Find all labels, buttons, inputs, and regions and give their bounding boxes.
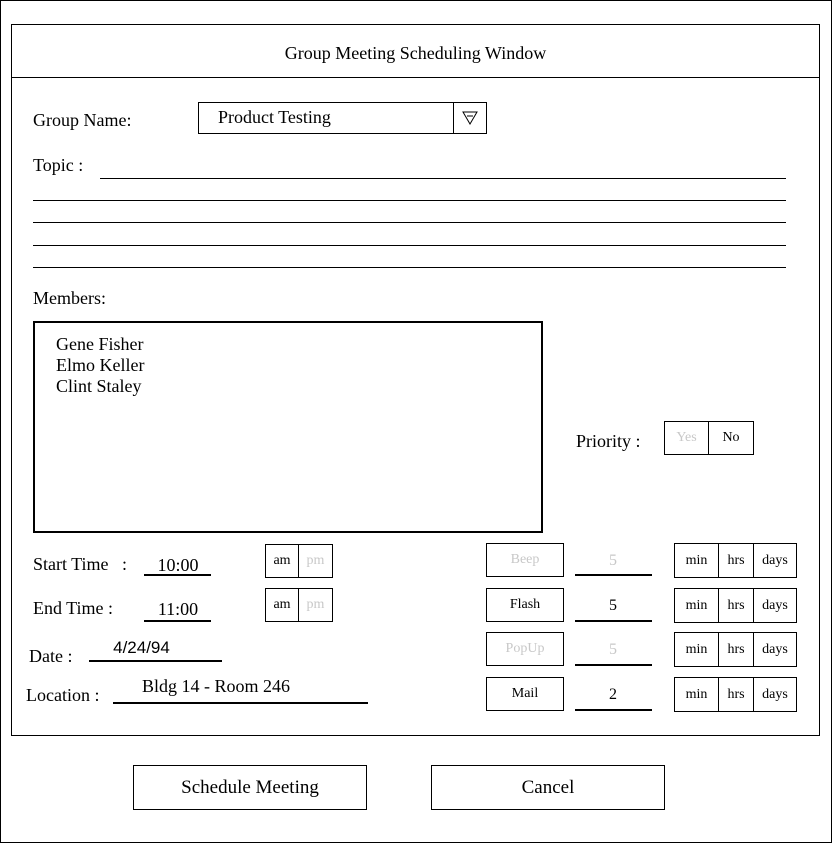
group-name-label: Group Name: <box>33 110 132 130</box>
topic-field[interactable] <box>33 160 786 270</box>
start-time-value: 10:00 <box>157 555 199 575</box>
end-am-option[interactable]: am <box>265 588 299 622</box>
beep-days-option[interactable]: days <box>754 543 797 578</box>
popup-amount-field[interactable] <box>575 664 652 666</box>
popup-button[interactable]: PopUp <box>486 632 564 666</box>
window-title: Group Meeting Scheduling Window <box>284 43 547 63</box>
start-pm-option[interactable]: pm <box>299 544 333 578</box>
beep-amount-field[interactable] <box>575 574 652 576</box>
flash-hrs-option[interactable]: hrs <box>719 588 754 623</box>
topic-line <box>33 267 786 268</box>
group-dropdown-button[interactable] <box>453 102 487 134</box>
date-field[interactable] <box>89 660 222 662</box>
location-label: Location : <box>26 685 100 705</box>
flash-days-option[interactable]: days <box>754 588 797 623</box>
members-label: Members: <box>33 288 106 308</box>
popup-days-option[interactable]: days <box>754 632 797 667</box>
beep-hrs-option[interactable]: hrs <box>719 543 754 578</box>
priority-yes-option[interactable]: Yes <box>664 421 709 455</box>
list-item[interactable]: Gene Fisher <box>56 334 144 354</box>
end-pm-option[interactable]: pm <box>299 588 333 622</box>
start-ampm-toggle[interactable] <box>265 544 333 578</box>
list-item[interactable]: Elmo Keller <box>56 355 145 375</box>
beep-button[interactable]: Beep <box>486 543 564 577</box>
schedule-meeting-button[interactable]: Schedule Meeting <box>133 765 367 810</box>
mail-amount-field[interactable] <box>575 709 652 711</box>
popup-hrs-option[interactable]: hrs <box>719 632 754 667</box>
topic-label: Topic : <box>33 155 84 175</box>
flash-button[interactable]: Flash <box>486 588 564 622</box>
flash-amount-field[interactable] <box>575 620 652 622</box>
flash-unit-toggle[interactable] <box>674 588 797 623</box>
flash-min-option[interactable]: min <box>674 588 719 623</box>
flash-amount-value: 5 <box>609 597 617 614</box>
mail-min-option[interactable]: min <box>674 677 719 712</box>
end-ampm-toggle[interactable] <box>265 588 333 622</box>
topic-line <box>100 178 786 179</box>
list-item[interactable]: Clint Staley <box>56 376 142 396</box>
mail-days-option[interactable]: days <box>754 677 797 712</box>
mail-amount-value: 2 <box>609 686 617 703</box>
triangle-down-icon <box>462 111 478 125</box>
popup-min-option[interactable]: min <box>674 632 719 667</box>
start-time-label: Start Time : <box>33 554 128 574</box>
beep-amount-value: 5 <box>609 552 617 569</box>
beep-unit-toggle[interactable] <box>674 543 797 578</box>
end-time-field[interactable] <box>144 620 211 622</box>
popup-unit-toggle[interactable] <box>674 632 797 667</box>
title-divider <box>12 77 819 78</box>
members-items <box>56 334 144 397</box>
members-list[interactable] <box>33 321 543 533</box>
end-time-value: 11:00 <box>157 599 199 619</box>
end-time-label: End Time : <box>33 598 114 618</box>
date-label: Date : <box>29 646 73 666</box>
date-value: 4/24/94 <box>113 638 170 657</box>
cancel-button[interactable]: Cancel <box>431 765 665 810</box>
priority-label: Priority : <box>576 431 641 451</box>
start-am-option[interactable]: am <box>265 544 299 578</box>
location-field[interactable] <box>113 702 368 704</box>
mail-button[interactable]: Mail <box>486 677 564 711</box>
topic-line <box>33 222 786 223</box>
start-time-field[interactable] <box>144 574 211 576</box>
location-value: Bldg 14 - Room 246 <box>142 676 291 696</box>
beep-min-option[interactable]: min <box>674 543 719 578</box>
mail-hrs-option[interactable]: hrs <box>719 677 754 712</box>
mail-unit-toggle[interactable] <box>674 677 797 712</box>
priority-no-option[interactable]: No <box>709 421 754 455</box>
popup-amount-value: 5 <box>609 641 617 658</box>
priority-toggle[interactable] <box>664 421 754 455</box>
topic-line <box>33 245 786 246</box>
topic-line <box>33 200 786 201</box>
group-name-value: Product Testing <box>218 107 331 127</box>
